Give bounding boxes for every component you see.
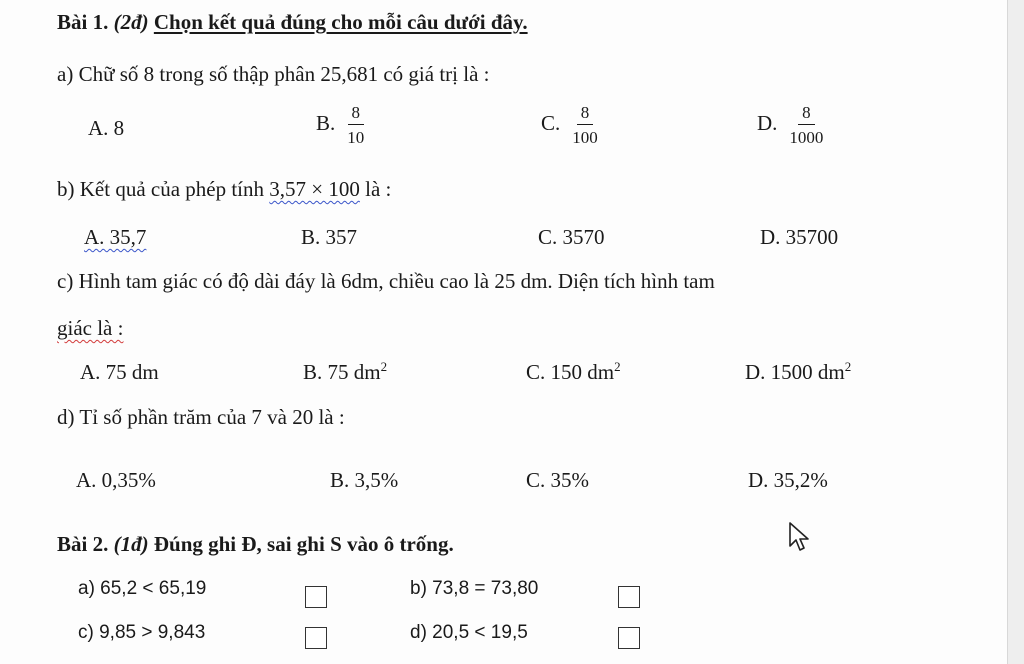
- option-c-B: B. 75 $dm^2$: [303, 359, 388, 384]
- answer-box-d[interactable]: [618, 627, 640, 649]
- question-a-text: a) Chữ số 8 trong số thập phân 25,681 có giá trị là :: [57, 62, 490, 86]
- fraction-8-100: $\frac{8}{100}$: [572, 103, 598, 147]
- answer-box-b[interactable]: [618, 586, 640, 608]
- option-c-D: D. 1500 $dm^2$: [745, 359, 852, 384]
- bai1-number: Bài 1.: [57, 10, 109, 34]
- bai2-title: [57, 532, 454, 557]
- answer-box-a[interactable]: [305, 586, 327, 608]
- option-b-B: B. 357: [301, 225, 358, 249]
- option-d-C: C. 35%: [526, 468, 589, 492]
- mouse-pointer-icon: [788, 522, 810, 552]
- bai2-number: Bài 2.: [57, 532, 109, 556]
- bai2-instruction: Đúng ghi Đ, sai ghi S vào ô trống.: [153, 532, 454, 556]
- option-b-D: D. 35700: [760, 225, 839, 249]
- question-a: [57, 62, 489, 87]
- option-d-A: A. 0,35%: [76, 468, 156, 492]
- fraction-8-10: $\frac{8}{10}$: [347, 103, 365, 147]
- bai2-points: (1đ): [113, 532, 149, 556]
- fraction-8-1000: $\frac{8}{1000}$: [789, 103, 824, 147]
- bai2-item-c: c) 9,85 > 9,843: [78, 622, 206, 643]
- option-b-C: C. 3570: [538, 225, 605, 249]
- option-a-C: C. $\frac{8}{100}$: [541, 104, 602, 146]
- option-a-D: D. $\frac{8}{1000}$: [757, 104, 827, 146]
- bai1-points: (2đ): [113, 10, 149, 34]
- option-a-A: A. 8: [88, 116, 125, 140]
- question-c-line2: giác là :: [57, 316, 124, 340]
- answer-box-c[interactable]: [305, 627, 327, 649]
- bai2-item-d: d) 20,5 < 19,5: [410, 622, 528, 643]
- bai2-item-a: a) 65,2 < 65,19: [78, 578, 207, 599]
- option-c-C: C. 150 $dm^2$: [526, 359, 621, 384]
- option-a-B: B. $\frac{8}{10}$: [316, 104, 368, 146]
- option-c-A: A. 75 dm: [80, 360, 159, 384]
- option-b-A: A. 35,7: [84, 225, 147, 249]
- scrollbar[interactable]: [1007, 0, 1024, 664]
- option-d-B: B. 3,5%: [330, 468, 399, 492]
- bai1-instruction: Chọn kết quả đúng cho mỗi câu dưới đây.: [153, 10, 528, 34]
- question-c-line1: c) Hình tam giác có độ dài đáy là 6dm, chiều cao là 25 dm. Diện tích hình tam: [57, 269, 715, 293]
- bai2-item-b: b) 73,8 = 73,80: [410, 578, 539, 599]
- question-d: d) Tỉ số phần trăm của 7 và 20 là :: [57, 405, 345, 429]
- question-b-expression: 3,57 × 100: [269, 177, 360, 201]
- question-b: b) Kết quả của phép tính 3,57 × 100 là :: [57, 177, 392, 201]
- option-d-D: D. 35,2%: [748, 468, 828, 492]
- question-b-text: b) Kết quả của phép tính: [57, 177, 270, 201]
- bai1-title: [57, 10, 528, 35]
